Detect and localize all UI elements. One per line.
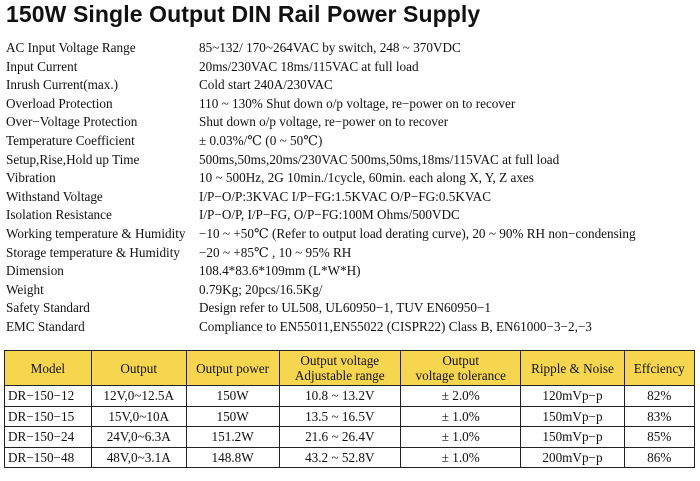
spec-label: Inrush Current(max.) — [6, 77, 119, 93]
table-cell: 48V,0~3.1A — [91, 447, 186, 468]
spec-value: 500ms,50ms,20ms/230VAC 500ms,50ms,18ms/115VAC at full load — [199, 151, 560, 167]
column-header: Output — [91, 351, 186, 386]
model-cell: DR−150−24 — [5, 427, 92, 448]
spec-row — [6, 244, 696, 263]
spec-label: Working temperature & Humidity — [6, 225, 186, 241]
column-header: Output voltage Adjustable range — [279, 351, 400, 386]
model-table — [4, 350, 695, 468]
model-cell: DR−150−15 — [5, 406, 92, 427]
spec-row — [6, 113, 696, 132]
spec-value: Cold start 240A/230VAC — [199, 77, 333, 93]
column-header: Model — [5, 351, 92, 386]
spec-list — [6, 39, 696, 337]
spec-label: Over−Voltage Protection — [6, 114, 138, 130]
spec-row — [6, 206, 696, 225]
spec-row — [6, 225, 696, 244]
table-cell: ± 2.0% — [401, 386, 521, 407]
table-cell: 151.2W — [186, 427, 279, 448]
spec-label: Safety Standard — [6, 300, 90, 316]
column-header: Output voltage tolerance — [401, 351, 521, 386]
spec-label: Input Current — [6, 58, 78, 74]
table-cell: 148.8W — [186, 447, 279, 468]
spec-label: Setup,Rise,Hold up Time — [6, 151, 140, 167]
spec-value: −20 ~ +85℃ , 10 ~ 95% RH — [199, 244, 352, 260]
spec-value: Shut down o/p voltage, re−power on to recover — [199, 114, 449, 130]
table-row — [5, 406, 695, 427]
spec-row — [6, 262, 696, 281]
table-cell: 150mVp−p — [521, 406, 624, 427]
spec-row — [6, 188, 696, 207]
column-header: Ripple & Noise — [521, 351, 624, 386]
spec-value: −10 ~ +50℃ (Refer to output load derating curve), 20 ~ 90% RH non−condensing — [199, 225, 636, 241]
spec-value: I/P−O/P, I/P−FG, O/P−FG:100M Ohms/500VDC — [199, 207, 460, 223]
spec-label: Vibration — [6, 170, 56, 186]
spec-label: AC Input Voltage Range — [6, 40, 136, 55]
spec-value: Compliance to EN55011,EN55022 (CISPR22) Class B, EN61000−3−2,−3 — [199, 318, 592, 334]
table-cell: 85% — [624, 427, 694, 448]
table-cell: 10.8 ~ 13.2V — [279, 386, 400, 407]
table-cell: ± 1.0% — [401, 406, 521, 427]
spec-row — [6, 132, 696, 151]
spec-label: Dimension — [6, 263, 64, 279]
table-cell: 21.6 ~ 26.4V — [279, 427, 400, 448]
spec-row — [6, 281, 696, 300]
table-cell: 150W — [186, 386, 279, 407]
spec-label: EMC Standard — [6, 318, 85, 334]
table-cell: 200mVp−p — [521, 447, 624, 468]
table-cell: 12V,0~12.5A — [91, 386, 186, 407]
spec-value: 10 ~ 500Hz, 2G 10min./1cycle, 60min. each along X, Y, Z axes — [199, 170, 534, 186]
spec-label: Weight — [6, 281, 44, 297]
spec-row — [6, 299, 696, 318]
spec-row — [6, 58, 696, 77]
spec-value: 85~132/ 170~264VAC by switch, 248 ~ 370VDC — [199, 40, 461, 55]
spec-value: 108.4*83.6*109mm (L*W*H) — [199, 263, 361, 279]
spec-row — [6, 95, 696, 114]
column-header: Output power — [186, 351, 279, 386]
table-cell: 24V,0~6.3A — [91, 427, 186, 448]
table-body — [5, 386, 695, 468]
spec-label: Storage temperature & Humidity — [6, 244, 180, 260]
table-header-row — [5, 351, 695, 386]
table-cell: ± 1.0% — [401, 427, 521, 448]
table-row — [5, 427, 695, 448]
table-cell: 86% — [624, 447, 694, 468]
page-title: 150W Single Output DIN Rail Power Supply — [6, 1, 481, 27]
model-cell: DR−150−12 — [5, 386, 92, 407]
spec-label: Withstand Voltage — [6, 188, 103, 204]
table-cell: 15V,0~10A — [91, 406, 186, 427]
spec-row — [6, 169, 696, 188]
table-cell: 120mVp−p — [521, 386, 624, 407]
table-cell: 150W — [186, 406, 279, 427]
spec-row — [6, 151, 696, 170]
table-cell: 150mVp−p — [521, 427, 624, 448]
spec-row — [6, 76, 696, 95]
spec-label: Overload Protection — [6, 95, 113, 111]
table-cell: 83% — [624, 406, 694, 427]
table-cell: 43.2 ~ 52.8V — [279, 447, 400, 468]
spec-value: 0.79Kg; 20pcs/16.5Kg/ — [199, 281, 323, 297]
spec-value: ± 0.03%/℃ (0 ~ 50℃) — [199, 132, 323, 148]
table-cell: ± 1.0% — [401, 447, 521, 468]
table-cell: 82% — [624, 386, 694, 407]
table-cell: 13.5 ~ 16.5V — [279, 406, 400, 427]
spec-value: I/P−O/P:3KVAC I/P−FG:1.5KVAC O/P−FG:0.5KVAC — [199, 188, 491, 204]
spec-row — [6, 39, 696, 58]
spec-value: 20ms/230VAC 18ms/115VAC at full load — [199, 58, 419, 74]
table-row — [5, 447, 695, 468]
spec-value: Design refer to UL508, UL60950−1, TUV EN60950−1 — [199, 300, 492, 316]
table-row — [5, 386, 695, 407]
spec-label: Temperature Coefficient — [6, 132, 135, 148]
spec-value: 110 ~ 130% Shut down o/p voltage, re−power on to recover — [199, 95, 516, 111]
column-header: Effciency — [624, 351, 694, 386]
spec-row — [6, 318, 696, 337]
spec-label: Isolation Resistance — [6, 207, 112, 223]
model-cell: DR−150−48 — [5, 447, 92, 468]
